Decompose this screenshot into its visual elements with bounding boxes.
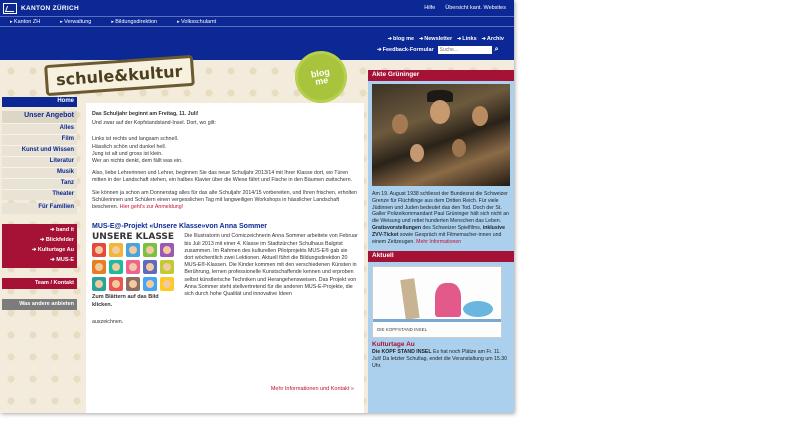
canton-crest-icon[interactable] [3,3,17,14]
poem-line: Links ist rechts und langsam schnell. [92,136,179,143]
akte-text-2: des Schweizer Spielfilms, [422,224,482,231]
kulturtage-title[interactable]: Kulturtage Au [372,341,415,349]
project-title[interactable]: MUS-E@-Projekt «Unsere Klasse»von Anna Sommer [92,223,268,231]
nav-item-film[interactable]: Film [2,134,77,145]
more-info-link[interactable]: Mehr Informationen und Kontakt » [270,385,354,392]
kulturtage-bold: Die KOPF STAND INSEL [372,349,432,356]
project-section [92,233,358,308]
nav-others[interactable]: Was andere anbieten [2,299,77,310]
film-still-image[interactable] [372,84,510,186]
headline: Das Schuljahr beginnt am Freitag, 11. Juli! [92,111,199,117]
service-nav [388,36,504,42]
nav-item-tanz[interactable]: Tanz [2,178,77,189]
aktuell-heading[interactable]: Aktuell [368,251,514,262]
main-content [86,103,364,413]
nav-item-kunst[interactable]: Kunst und Wissen [2,145,77,156]
book-cover-title[interactable]: UNSERE KLASSE [92,232,175,243]
photo-face [430,100,450,124]
illustration-ground [373,319,502,322]
illustration-figure [435,283,461,317]
book-cover-image[interactable] [92,243,179,291]
child-portrait [160,243,174,257]
canton-title[interactable]: KANTON ZÜRICH [21,5,79,12]
top-links [424,5,506,11]
project-text-end: auszeichnen. [92,318,124,325]
left-navigation [2,97,77,310]
nav-item-alles[interactable]: Alles [2,123,77,134]
kulturtage-text [368,348,514,370]
nav-team-kontakt[interactable]: Team / Kontakt [2,278,77,289]
nav-projects-box [2,224,77,268]
breadcrumb-bildungsdirektion[interactable]: ▸ Bildungsdirektion [111,19,167,25]
child-portrait [143,260,157,274]
anmeldung-link[interactable]: Hier geht's zur Anmeldung! [119,204,184,211]
nav-item-theater[interactable]: Theater [2,189,77,200]
illustration-tower [400,279,419,321]
child-portrait [143,243,157,257]
overview-websites-link[interactable]: Übersicht kant. Websites [445,5,506,11]
top-header [0,0,514,60]
akte-grueninger-heading[interactable]: Akte Grüninger [368,70,514,81]
blog-me-badge-label: blog me [310,66,331,87]
illustration-wave [463,301,493,317]
nav-heading-angebot[interactable]: Unser Angebot [2,111,77,123]
child-portrait [109,260,123,274]
breadcrumb-kanton[interactable]: ▸ Kanton ZH [10,19,50,25]
photo-face [410,144,424,162]
child-portrait [143,277,157,291]
poem-line: Hässlich schön und dunkel hell. [92,143,167,150]
project-text: Die Illustratorin und Comiczeichnerin Anna Sommer arbeitete von Februar bis Juli 2013 mit einer 4. Klasse im Stadtzürcher Schulhaus Balgrist zusammen. Im Rahmen des kulturellen Pilotprojekts MUS-E® gab sie dort wöchentlich zwei Lektionen. Aktuell führt die Bildungsdirektion 20 MUS-E®-Klassen. Die Kinder kommen mit den verschiedenen Künsten in Berührung, lernen professionelle Kunstschaffende kennen und erproben selbst künstlerische Techniken und Herangehensweisen. Das Projekt von Anna Sommer steht stellvertretend für die anderen MUS-E-Projekte, die sich durch hohe Qualität und innovative Ideen [184,233,358,298]
search-input[interactable] [438,46,492,54]
feedback-search-row [377,46,499,54]
akte-description: Am 19. August 1938 schliesst der Bundesrat die Schweizer Grenze für Flüchtlinge aus dem Dritten Reich. Für viele Jüdinnen und Juden bedeutet das den Tod. Doch der St. Galler Polizeikommandant Paul Grüninger hält sich nicht an die Weisung und rettet hunderten Menschen das Leben. [372,191,509,225]
akte-text-3: sowie Gespräch mit Filmemacher-innen und einem Zeitzeugen. [372,231,502,245]
blog-me-link[interactable]: ➔ blog me [388,36,414,42]
akte-bold-2: inklusive ZVV-Ticket [372,224,505,238]
nav-kulturtage-au[interactable]: ➔ Kulturtage Au [2,246,77,256]
illustration-caption: DIE KOPFSTAND INSEL [377,327,428,333]
breadcrumb [0,16,514,27]
child-portrait [109,277,123,291]
akte-bold-1: Gratisvorstellungen [372,224,422,231]
nav-blickfelder[interactable]: ➔ Blickfelder [2,236,77,246]
child-portrait [92,243,106,257]
breadcrumb-verwaltung[interactable]: ▸ Verwaltung [60,19,101,25]
poem [92,136,358,165]
newsletter-link[interactable]: ➔ Newsletter [419,36,452,42]
nav-band-it[interactable]: ➔ band it [2,226,77,236]
photo-face [392,114,408,134]
kopfstand-insel-image[interactable] [372,266,502,338]
child-portrait [109,243,123,257]
image-caption: Zum Blättern auf das Bild klicken. [92,294,159,308]
poem-line: Wer an nichts denkt, dem fällt was ein. [92,158,183,165]
links-link[interactable]: ➔ Links [457,36,477,42]
nav-mus-e[interactable]: ➔ MUS-E [2,256,77,266]
child-portrait [126,277,140,291]
project-image-column [92,233,179,308]
archiv-link[interactable]: ➔ Archiv [482,36,504,42]
right-column [368,70,514,413]
brand-logo[interactable]: schule&kultur [44,55,194,96]
kulturtage-description: Es hat noch Plätze am Fr. 11. Juli! Da letzter Schultag, endet die Veranstaltung um 15.30 Uhr. [372,349,507,369]
paragraph-anmeldung [92,190,358,212]
paragraph-schuljahr: Also, liebe Lehrerinnen und Lehrer, beginnen Sie das neue Schuljahr 2013/14 mit Ihrer Klasse dort, wo Türen mitten in der Landschaft stehen, ein halbes Klavier über die Wiese fährt und Fische in den Bäumen zwitschern. [92,170,352,184]
intro-text: Und zwar auf der Kopfstandstand-Insel. Dort, wo gilt: [92,120,216,127]
child-portrait [92,260,106,274]
nav-item-familien[interactable]: Für Familien [2,203,77,214]
child-portrait [160,260,174,274]
nav-item-literatur[interactable]: Literatur [2,156,77,167]
child-portrait [160,277,174,291]
search-icon[interactable]: ⌕ [494,46,499,53]
breadcrumb-volksschulamt[interactable]: ▸ Volksschulamt [177,19,226,25]
nav-item-musik[interactable]: Musik [2,167,77,178]
child-portrait [92,277,106,291]
nav-home[interactable]: Home [2,97,77,107]
poem-line: Jung ist alt und gross ist klein. [92,150,163,157]
paragraph-anmeldung-text: Sie können ja schon am Donnerstag alles für das alte Schuljahr 2014/15 vorbereiten, und Ihren frischen, erholten Schülerinnen und Schülern einen vergesslichen Tag mit langweiligen Workshops in hässlicher Landschaft bescheren. [92,189,358,211]
child-portrait [126,260,140,274]
feedback-link[interactable]: ➔ Feedback-Formular [377,47,434,53]
photo-face [472,106,488,126]
child-portrait [126,243,140,257]
akte-text [368,189,514,247]
help-link[interactable]: Hilfe [424,5,436,11]
akte-more-link[interactable]: Mehr Informationen [416,238,462,245]
photo-face [452,139,466,157]
